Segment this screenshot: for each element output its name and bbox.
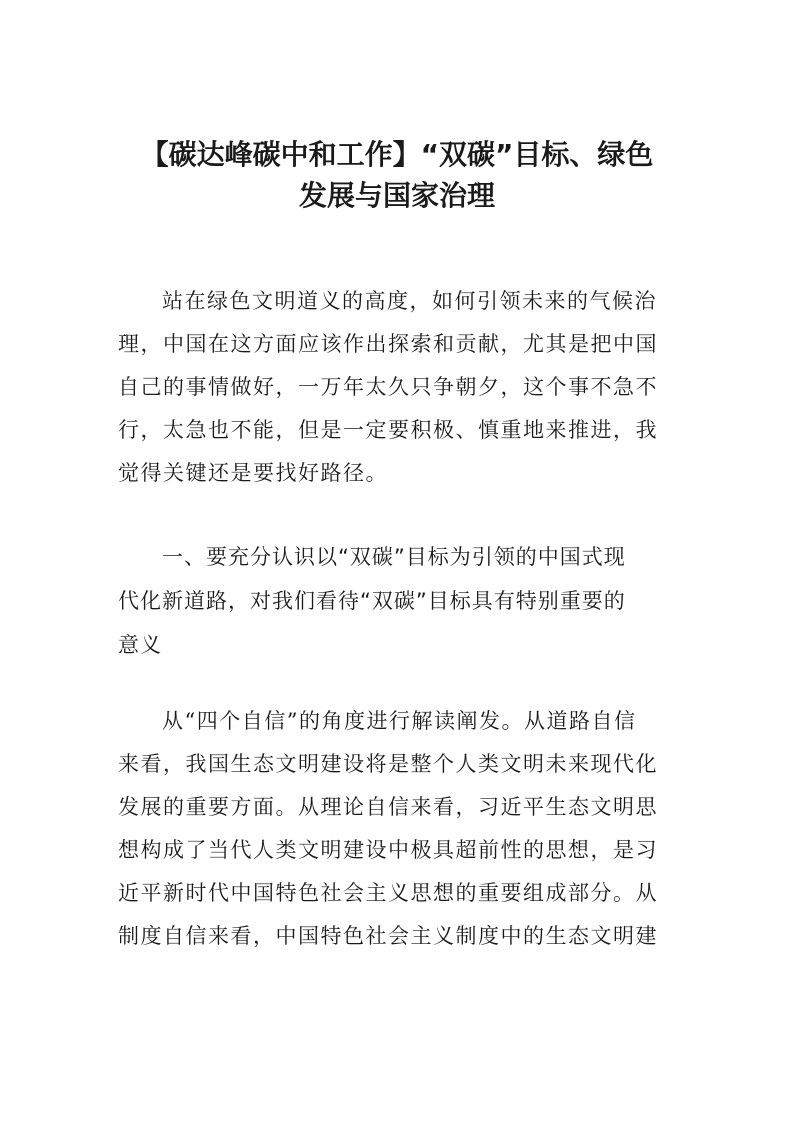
paragraph-1-line-2: 理，中国在这方面应该作出探索和贡献，尤其是把中国 — [118, 332, 658, 356]
paragraph-2-line-3: 发展的重要方面。从理论自信来看，习近平生态文明思 — [118, 795, 658, 819]
paragraph-1-line-5: 觉得关键还是要找好路径。 — [118, 461, 388, 485]
section-heading-1-line-3: 意义 — [118, 633, 162, 657]
title-line-2: 发展与国家治理 — [298, 179, 495, 212]
paragraph-2-line-1: 从“四个自信”的角度进行解读阐发。从道路自信 — [162, 709, 637, 733]
paragraph-2-line-5: 近平新时代中国特色社会主义思想的重要组成部分。从 — [118, 881, 658, 905]
title-line-1: 【碳达峰碳中和工作】“双碳”目标、绿色 — [140, 138, 654, 171]
section-heading-1-line-1: 一、要充分认识以“双碳”目标为引领的中国式现 — [162, 545, 626, 569]
section-heading-1 — [118, 535, 678, 667]
paragraph-2-line-6: 制度自信来看，中国特色社会主义制度中的生态文明建 — [118, 924, 658, 948]
document-title — [110, 134, 684, 216]
paragraph-1-line-1: 站在绿色文明道义的高度，如何引领未来的气候治 — [162, 289, 657, 313]
paragraph-1 — [118, 280, 678, 495]
paragraph-1-line-4: 行，太急也不能，但是一定要积极、慎重地来推进，我 — [118, 418, 658, 442]
paragraph-2-line-4: 想构成了当代人类文明建设中极具超前性的思想，是习 — [118, 838, 658, 862]
section-heading-1-line-2: 代化新道路，对我们看待“双碳”目标具有特别重要的 — [118, 589, 626, 613]
paragraph-1-line-3: 自己的事情做好，一万年太久只争朝夕，这个事不急不 — [118, 375, 658, 399]
paragraph-2 — [118, 700, 678, 958]
paragraph-2-line-2: 来看，我国生态文明建设将是整个人类文明未来现代化 — [118, 752, 658, 776]
